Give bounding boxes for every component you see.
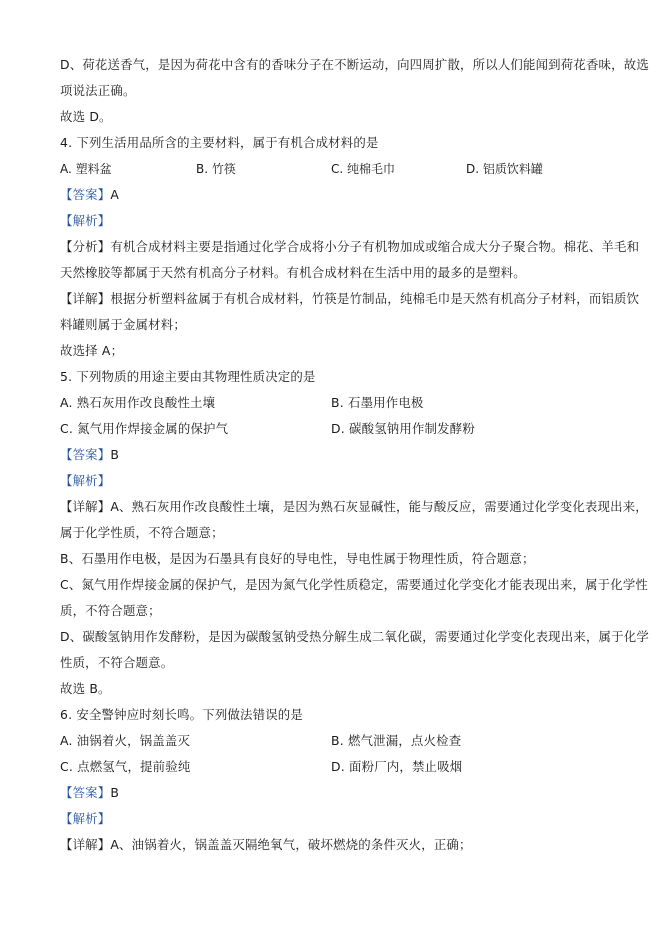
answer-tag: 【答案】 (60, 187, 111, 202)
q4-detail-line (60, 290, 639, 308)
detail-tag: 【详解】 (60, 837, 111, 852)
q6-option-d: D. 面粉厂内，禁止吸烟 (331, 759, 463, 774)
text-line: D、荷花送香气，是因为荷花中含有的香味分子在不断运动，向四周扩散，所以人们能闻到荷花香味，故选 (60, 57, 649, 72)
fenxi-tag: 【分析】 (60, 239, 111, 254)
text-line: 料罐则属于金属材料； (60, 317, 186, 332)
q5-option-b: B. 石墨用作电极 (331, 395, 424, 410)
analysis-tag: 【解析】 (60, 213, 111, 228)
q4-option-d: D. 铝质饮料罐 (466, 162, 543, 176)
q5-answer-line (60, 446, 119, 464)
detail-tag: 【详解】 (60, 499, 111, 514)
text-line: D、碳酸氢钠用作发酵粉，是因为碳酸氢钠受热分解生成二氧化碳，需要通过化学变化表现出来，属于化学 (60, 629, 649, 644)
answer-value: B (110, 447, 120, 462)
text-line: 性质，不符合题意。 (60, 655, 174, 670)
detail-text: 根据分析塑料盆属于有机合成材料，竹筷是竹制品，纯棉毛巾是天然有机高分子材料，而铝质饮 (110, 291, 640, 306)
text-line: C、氮气用作焊接金属的保护气，是因为氮气化学性质稳定，需要通过化学变化才能表现出来，属于化学性 (60, 577, 649, 592)
text-line: 质，不符合题意； (60, 603, 161, 618)
q4-fenxi-line (60, 238, 639, 256)
q6-answer-line (60, 784, 119, 802)
answer-value: A (110, 187, 120, 202)
text-line: 天然橡胶等都属于天然有机高分子材料。有机合成材料在生活中用的最多的是塑料。 (60, 265, 526, 280)
question-4-stem: 4. 下列生活用品所含的主要材料，属于有机合成材料的是 (60, 135, 379, 150)
detail-text: A、熟石灰用作改良酸性土壤，是因为熟石灰显碱性，能与酸反应，需要通过化学变化表现出来， (110, 499, 648, 514)
detail-tag: 【详解】 (60, 291, 111, 306)
detail-text: A、油锅着火，锅盖盖灭隔绝氧气，破坏燃烧的条件灭火，正确； (110, 837, 472, 852)
text-line: B、石墨用作电极，是因为石墨具有良好的导电性，导电性属于物理性质，符合题意； (60, 551, 535, 566)
q4-option-b: B. 竹筷 (196, 162, 236, 176)
answer-tag: 【答案】 (60, 447, 111, 462)
q4-answer-line (60, 186, 119, 204)
q4-option-c: C. 纯棉毛巾 (331, 162, 396, 176)
q5-option-c: C. 氮气用作焊接金属的保护气 (60, 421, 229, 436)
question-5-stem: 5. 下列物质的用途主要由其物理性质决定的是 (60, 369, 316, 384)
answer-tag: 【答案】 (60, 785, 111, 800)
q5-analysis-tag-line (60, 472, 110, 490)
analysis-tag: 【解析】 (60, 473, 111, 488)
analysis-tag: 【解析】 (60, 811, 111, 826)
q6-option-b: B. 燃气泄漏，点火检查 (331, 733, 462, 748)
text-line: 故选 B。 (60, 681, 111, 696)
q6-detail-line (60, 836, 472, 854)
answer-value: B (110, 785, 120, 800)
text-line: 属于化学性质，不符合题意； (60, 525, 224, 540)
text-line: 故选 D。 (60, 109, 112, 124)
text-line: 故选择 A； (60, 343, 124, 358)
q4-analysis-tag-line (60, 212, 110, 230)
question-6-stem: 6. 安全警钟应时刻长鸣。下列做法错误的是 (60, 707, 303, 722)
q5-detail-line (60, 498, 648, 516)
text-line: 项说法正确。 (60, 83, 136, 98)
q6-analysis-tag-line (60, 810, 110, 828)
q6-option-a: A. 油锅着火，锅盖盖灭 (60, 733, 191, 748)
q5-option-d: D. 碳酸氢钠用作制发酵粉 (331, 421, 475, 436)
q6-option-c: C. 点燃氢气，提前验纯 (60, 759, 191, 774)
q4-option-a: A. 塑料盆 (60, 162, 112, 176)
fenxi-text: 有机合成材料主要是指通过化学合成将小分子有机物加成或缩合成大分子聚合物。棉花、羊毛和 (110, 239, 640, 254)
q5-option-a: A. 熟石灰用作改良酸性土壤 (60, 395, 216, 410)
